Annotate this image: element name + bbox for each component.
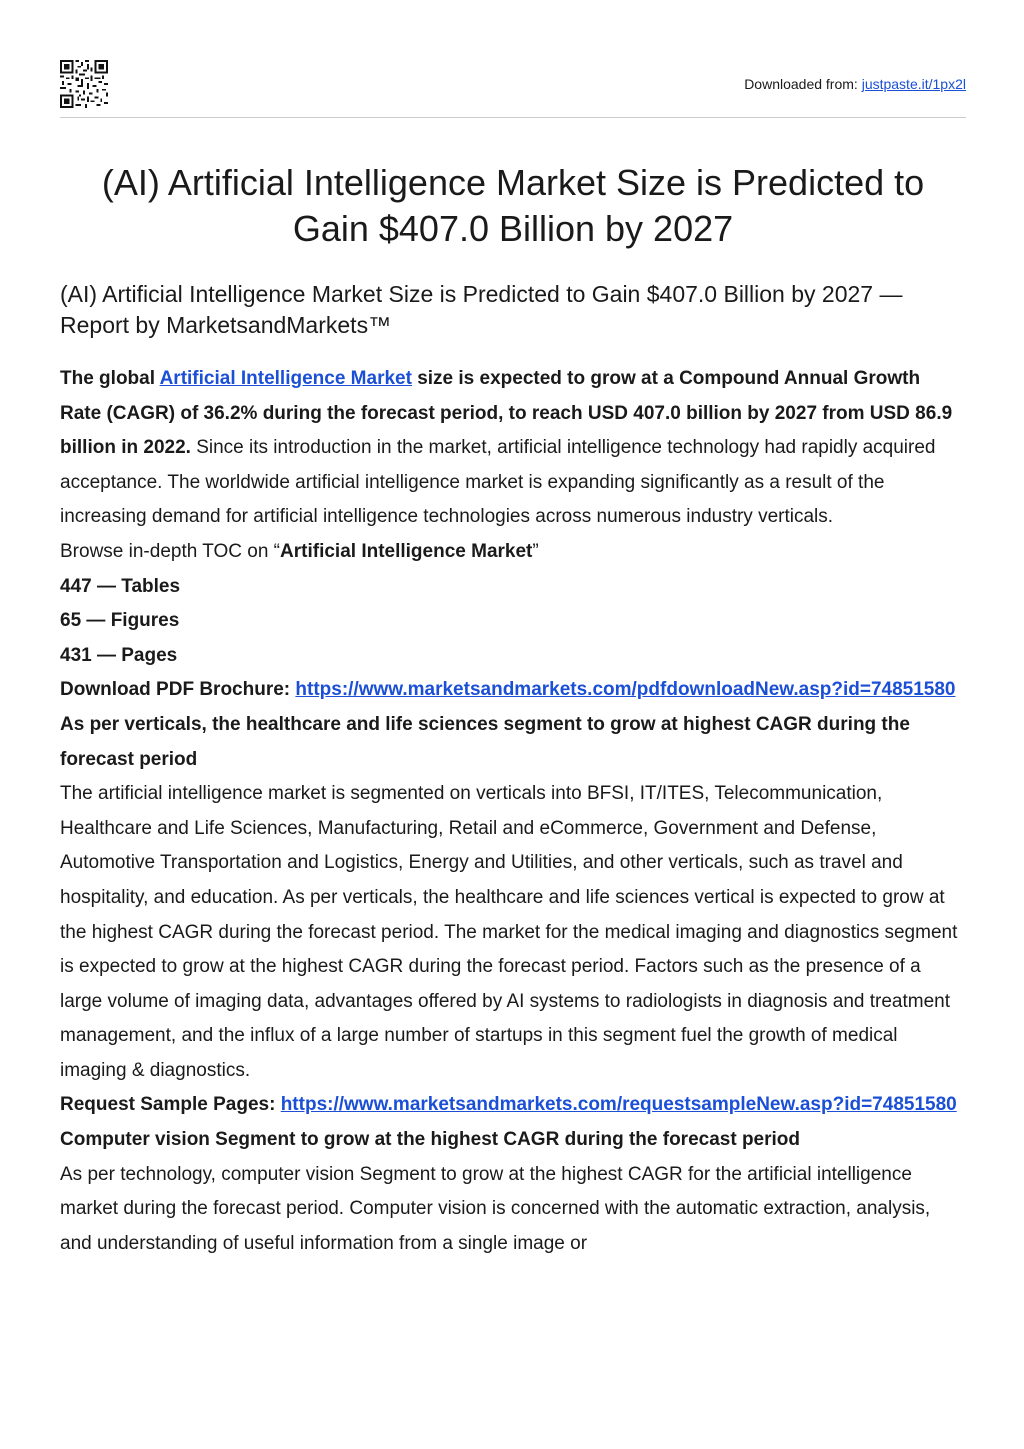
intro-lead: The global xyxy=(60,368,160,389)
verticals-paragraph: The artificial intelligence market is segmented on verticals into BFSI, IT/ITES, Telecommunication, Healthcare and Life Sciences, Manufacturing, Retail and eCommerce, Government and Defense, Automotive Transportation and Logistics, Energy and Utilities, and other verticals, such as travel and hospitality, and education. As per verticals, the healthcare and life sciences vertical is expected to grow at the highest CAGR during the forecast period. The market for the medical imaging and diagnostics segment is expected to grow at the highest CAGR during the forecast period. Factors such as the presence of a large volume of imaging data, advantages offered by AI systems to radiologists in diagnosis and treatment management, and the influx of a large number of startups in this segment fuel the growth of medical imaging & diagnostics. xyxy=(60,783,958,1081)
page-title: (AI) Artificial Intelligence Market Size is Predicted to Gain $407.0 Billion by 2027 xyxy=(101,162,925,249)
download-source-link[interactable]: justpaste.it/1px2l xyxy=(861,76,966,92)
toc-name: Artificial Intelligence Market xyxy=(280,540,533,562)
intro-bold-text: size is expected to grow at a Compound Annual Growth Rate (CAGR) of 36.2% during the forecast period, to reach USD 407.0 billion by 2027 from USD 86.9 billion in 2022. xyxy=(60,368,953,459)
sample-line xyxy=(60,1088,966,1123)
intro-paragraph xyxy=(60,362,966,535)
computer-vision-heading: Computer vision Segment to grow at the highest CAGR during the forecast period xyxy=(60,1129,800,1151)
page-subtitle: (AI) Artificial Intelligence Market Size is Predicted to Gain $407.0 Billion by 2027 — Report by MarketsandMarkets™ xyxy=(60,281,903,338)
toc-figures: 65 — Figures xyxy=(60,610,180,632)
brochure-link[interactable]: https://www.marketsandmarkets.com/pdfdownloadNew.asp?id=74851580 xyxy=(295,679,956,701)
brochure-label: Download PDF Brochure: xyxy=(60,679,296,701)
toc-prefix: Browse in-depth TOC on “ xyxy=(60,540,281,562)
intro-text: Since its introduction in the market, artificial intelligence technology had rapidly acquired acceptance. The worldwide artificial intelligence market is expanding significantly as a result of the increasing demand for artificial intelligence technologies across numerous industry verticals. xyxy=(60,437,936,528)
toc-suffix: ” xyxy=(532,540,539,562)
toc-line xyxy=(60,535,966,570)
toc-pages: 431 — Pages xyxy=(60,644,178,666)
computer-vision-paragraph: As per technology, computer vision Segment to grow at the highest CAGR for the artificial intelligence market during the forecast period. Computer vision is concerned with the automatic extraction, analysis, and understanding of useful information from a single image or xyxy=(60,1163,931,1254)
ai-market-link[interactable]: Artificial Intelligence Market xyxy=(159,368,412,389)
article-body xyxy=(60,362,966,1261)
sample-label: Request Sample Pages: xyxy=(60,1094,281,1116)
qr-code-icon xyxy=(60,60,108,108)
toc-tables: 447 — Tables xyxy=(60,575,181,597)
header-divider xyxy=(60,117,966,118)
sample-link[interactable]: https://www.marketsandmarkets.com/requestsampleNew.asp?id=74851580 xyxy=(280,1094,957,1116)
download-prefix: Downloaded from: xyxy=(744,76,862,92)
verticals-heading: As per verticals, the healthcare and life sciences segment to grow at highest CAGR during the forecast period xyxy=(60,713,910,770)
brochure-line xyxy=(60,673,966,708)
download-source xyxy=(744,76,966,92)
